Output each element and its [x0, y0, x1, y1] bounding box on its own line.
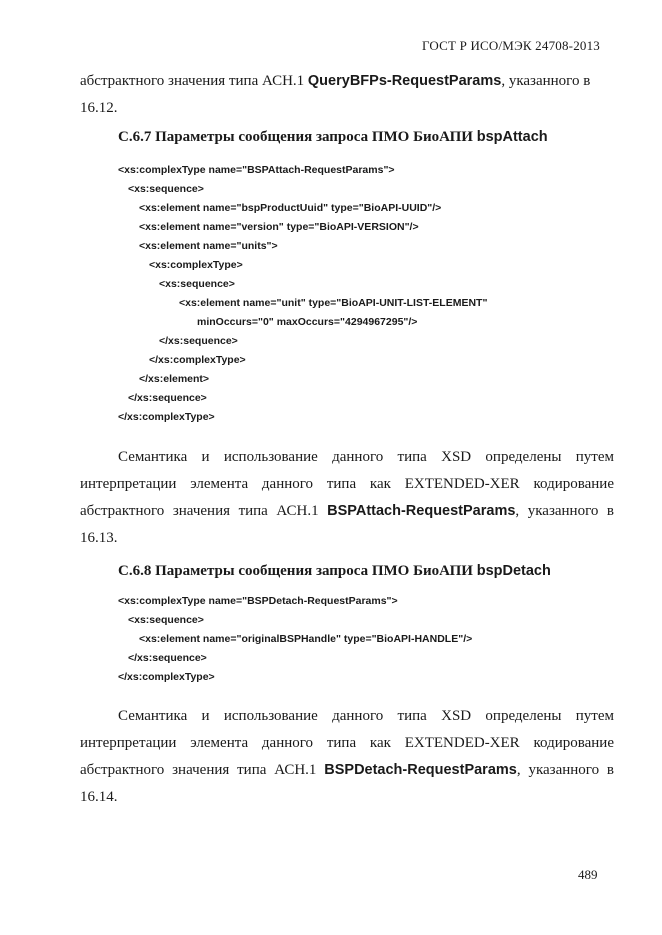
intro-paragraph — [80, 68, 614, 122]
code-line: </xs:sequence> — [128, 392, 207, 404]
section-title-attach: С.6.7 Параметры сообщения запроса ПМО БиоАПИ — [118, 129, 477, 145]
code-line: </xs:complexType> — [149, 354, 246, 366]
code-line: </xs:complexType> — [118, 671, 215, 683]
semantics-text-detach: Семантика и использование данного типа XSD определены путем интерпретации элемента данного типа как EXTENDED-XER кодирование абстрактного значения типа АСН.1 — [80, 708, 614, 778]
code-line: <xs:complexType name="BSPDetach-RequestParams"> — [118, 595, 398, 607]
intro-text-after: , указанного в 16.12. — [80, 73, 591, 116]
code-line: </xs:complexType> — [118, 411, 215, 423]
code-line: minOccurs="0" maxOccurs="4294967295"/> — [197, 316, 418, 328]
semantics-text-after-attach: , указанного в 16.13. — [80, 503, 614, 546]
semantics-type-attach: BSPAttach-RequestParams — [327, 503, 516, 519]
code-line: <xs:sequence> — [128, 614, 204, 626]
intro-text: абстрактного значения типа АСН.1 — [80, 73, 308, 89]
section-function-detach: bspDetach — [476, 563, 551, 579]
standard-header: ГОСТ Р ИСО/МЭК 24708-2013 — [421, 38, 600, 53]
page-number: 489 — [578, 867, 598, 882]
section-heading-detach — [118, 563, 551, 580]
semantics-paragraph-detach — [80, 703, 614, 811]
semantics-paragraph-attach — [80, 444, 614, 552]
code-line: </xs:sequence> — [159, 335, 238, 347]
code-line: <xs:complexType name="BSPAttach-RequestParams"> — [118, 164, 395, 176]
semantics-text-after-detach: , указанного в 16.14. — [80, 762, 614, 805]
section-title-detach: С.6.8 Параметры сообщения запроса ПМО БиоАПИ — [118, 563, 477, 579]
code-line: <xs:element name="version" type="BioAPI-VERSION"/> — [139, 221, 419, 233]
section-function-attach: bspAttach — [476, 129, 548, 145]
semantics-type-detach: BSPDetach-RequestParams — [324, 762, 517, 778]
section-heading-attach — [118, 129, 548, 146]
code-line: <xs:complexType> — [149, 259, 243, 271]
semantics-text-attach: Семантика и использование данного типа XSD определены путем интерпретации элемента данного типа как EXTENDED-XER кодирование абстрактного значения типа АСН.1 — [80, 449, 614, 519]
intro-type-name: QueryBFPs-RequestParams — [307, 73, 502, 89]
code-line: </xs:sequence> — [128, 652, 207, 664]
code-line: <xs:element name="originalBSPHandle" type="BioAPI-HANDLE"/> — [139, 633, 473, 645]
code-line: <xs:element name="bspProductUuid" type="BioAPI-UUID"/> — [139, 202, 442, 214]
code-line: <xs:sequence> — [128, 183, 204, 195]
code-line: <xs:sequence> — [159, 278, 235, 290]
code-line: <xs:element name="units"> — [139, 240, 278, 252]
code-line: <xs:element name="unit" type="BioAPI-UNIT-LIST-ELEMENT" — [179, 297, 488, 309]
code-line: </xs:element> — [139, 373, 210, 385]
